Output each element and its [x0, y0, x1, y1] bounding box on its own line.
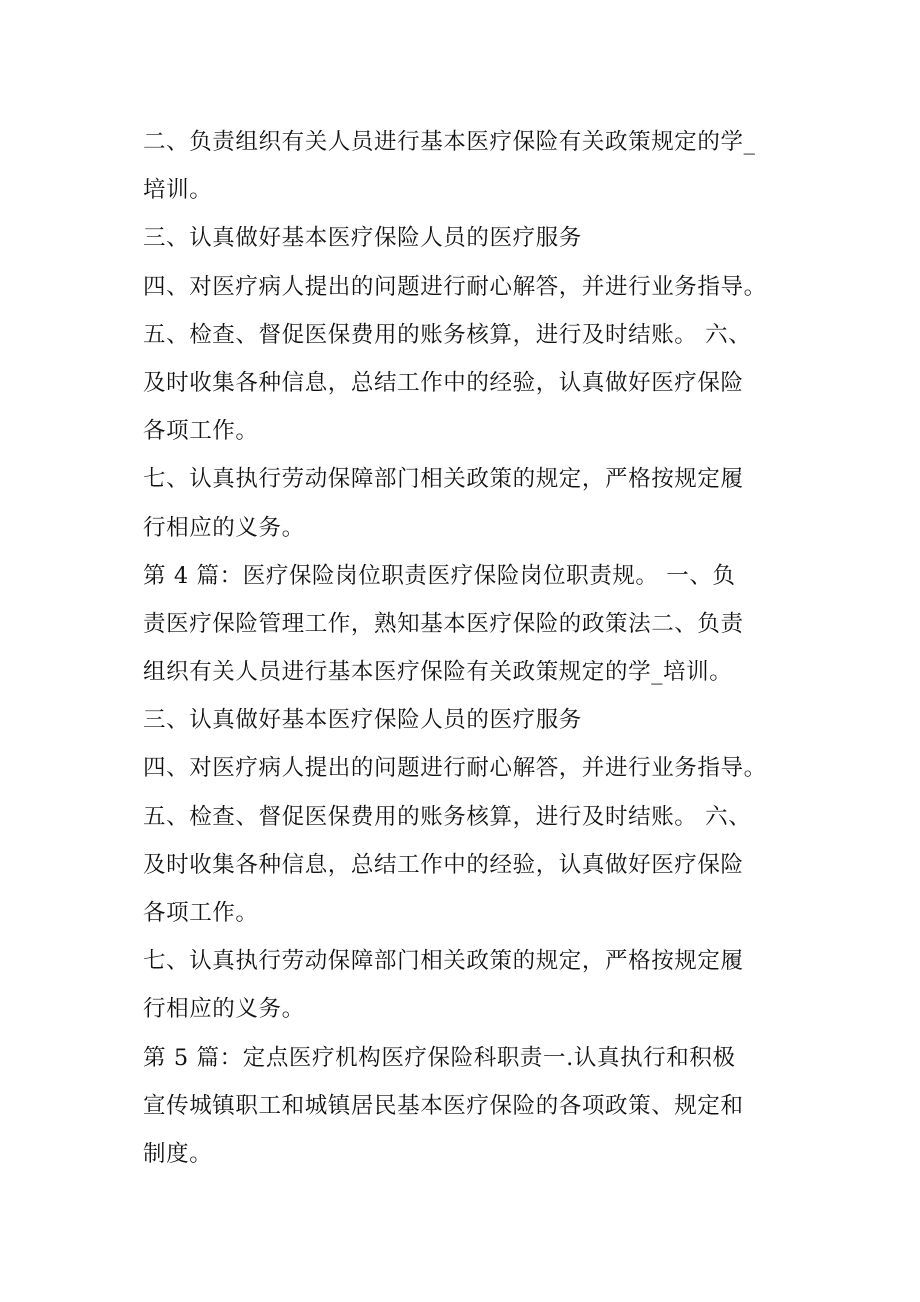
text-line-13: 三、认真做好基本医疗保险人员的医疗服务	[143, 707, 582, 734]
text-line-6: 及时收集各种信息，总结工作中的经验，认真做好医疗保险	[143, 369, 744, 396]
text-line-19: 行相应的义务。	[143, 996, 305, 1023]
text-line-8: 七、认真执行劳动保障部门相关政策的规定，严格按规定履	[143, 466, 744, 493]
text-line-1: 二、负责组织有关人员进行基本医疗保险有关政策规定的学_	[143, 129, 756, 155]
text-line-5: 五、检查、督促医保费用的账务核算，进行及时结账。 六、	[143, 321, 752, 348]
text-line-22: 制度。	[143, 1140, 213, 1167]
text-line-4: 四、对医疗病人提出的问题进行耐心解答，并进行业务指导。	[143, 273, 767, 300]
text-line-7: 各项工作。	[143, 418, 259, 445]
text-line-18: 七、认真执行劳动保障部门相关政策的规定，严格按规定履	[143, 948, 744, 975]
text-line-20: 第 5 篇：定点医疗机构医疗保险科职责一.认真执行和积极	[143, 1044, 736, 1071]
text-line-2: 培训。	[143, 177, 213, 204]
text-line-10: 第 4 篇：医疗保险岗位职责医疗保险岗位职责规。 一、负	[143, 562, 736, 589]
text-line-21: 宣传城镇职工和城镇居民基本医疗保险的各项政策、规定和	[143, 1092, 744, 1119]
text-line-15: 五、检查、督促医保费用的账务核算，进行及时结账。 六、	[143, 803, 752, 830]
document-body	[143, 118, 803, 1178]
text-line-11: 责医疗保险管理工作，熟知基本医疗保险的政策法二、负责	[143, 610, 744, 637]
text-line-3: 三、认真做好基本医疗保险人员的医疗服务	[143, 225, 582, 252]
text-line-16: 及时收集各种信息，总结工作中的经验，认真做好医疗保险	[143, 851, 744, 878]
text-line-9: 行相应的义务。	[143, 514, 305, 541]
text-line-17: 各项工作。	[143, 900, 259, 926]
text-line-12: 组织有关人员进行基本医疗保险有关政策规定的学_培训。	[143, 659, 733, 686]
text-line-14: 四、对医疗病人提出的问题进行耐心解答，并进行业务指导。	[143, 755, 767, 782]
